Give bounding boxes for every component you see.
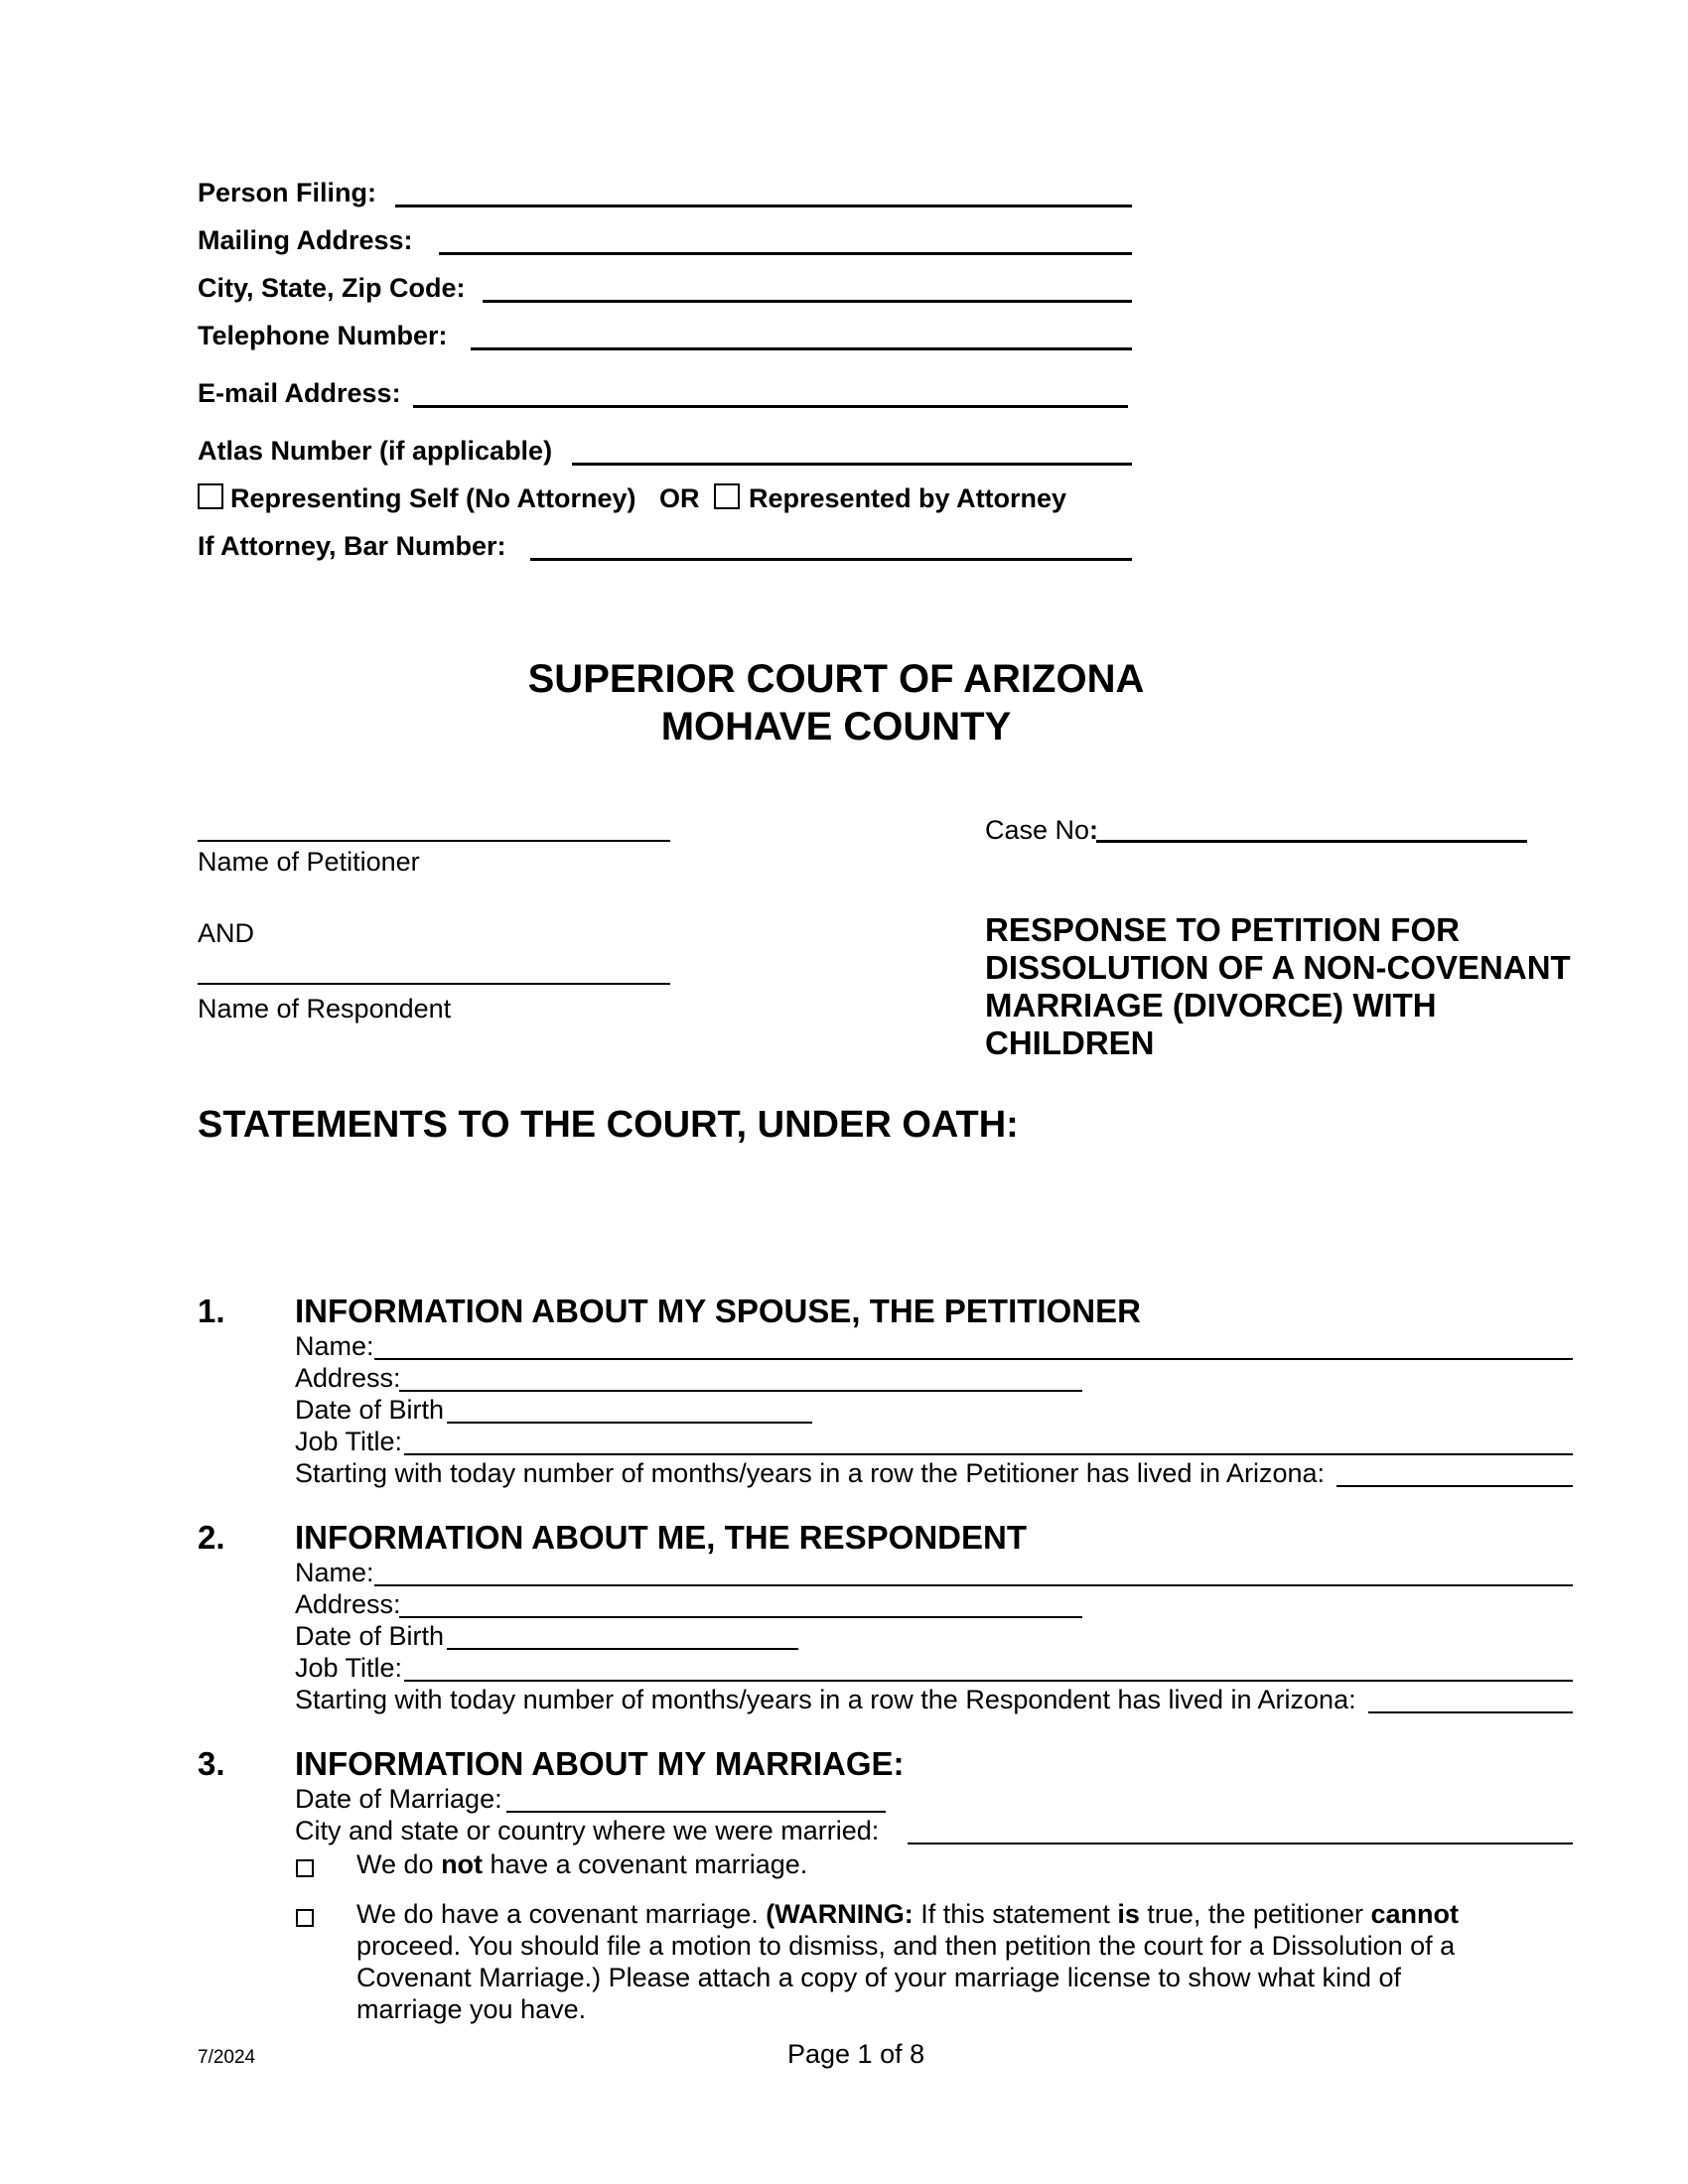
section-2-number: 2. [198,1519,225,1556]
section-1-heading: INFORMATION ABOUT MY SPOUSE, THE PETITIONER [295,1293,1141,1329]
or-label: OR [659,483,700,513]
respondent-name-field[interactable] [198,983,670,985]
response-title-line-1: RESPONSE TO PETITION FOR [985,911,1460,948]
section-3-number: 3. [198,1745,225,1782]
telephone-field[interactable] [471,347,1132,350]
email-label: E-mail Address: [198,378,401,408]
response-title-line-4: CHILDREN [985,1024,1155,1061]
page-number: Page 1 of 8 [787,2039,925,2069]
s2-residency-label: Starting with today number of months/years in a row the Respondent has lived in Arizona: [295,1685,1356,1714]
and-label: AND [198,918,255,948]
covenant-checkbox[interactable] [296,1909,314,1927]
s1-residency-field[interactable] [1336,1485,1573,1487]
statements-heading: STATEMENTS TO THE COURT, UNDER OATH: [198,1104,1019,1146]
telephone-label: Telephone Number: [198,321,448,350]
representing-self-label: Representing Self (No Attorney) [230,483,636,513]
covenant-label-line-1: We do have a covenant marriage. (WARNING: If this statement is true, the petitioner cannot [356,1899,1460,1929]
represented-by-attorney-checkbox[interactable] [714,483,740,509]
represented-by-attorney-label: Represented by Attorney [749,483,1067,513]
s1-name-label: Name: [295,1331,374,1361]
s3-date-label: Date of Marriage: [295,1784,502,1814]
response-title-line-2: DISSOLUTION OF A NON-COVENANT [985,949,1571,986]
respondent-label: Name of Respondent [198,994,452,1024]
county-title: MOHAVE COUNTY [660,705,1012,749]
person-filing-field[interactable] [395,205,1132,207]
s2-dob-label: Date of Birth [295,1621,445,1651]
mailing-address-field[interactable] [439,252,1132,255]
footer-date: 7/2024 [198,2047,256,2068]
case-no-label: Case No: [985,815,1099,845]
covenant-label-line-2: proceed. You should file a motion to dismiss, and then petition the court for a Dissolution of a [356,1931,1456,1961]
s2-dob-field[interactable] [447,1648,798,1650]
email-field[interactable] [413,405,1128,408]
petitioner-label: Name of Petitioner [198,847,420,877]
section-3-heading: INFORMATION ABOUT MY MARRIAGE: [295,1745,905,1782]
s1-name-field[interactable] [374,1358,1573,1360]
person-filing-label: Person Filing: [198,178,377,207]
s1-job-label: Job Title: [295,1427,403,1456]
section-2-heading: INFORMATION ABOUT ME, THE RESPONDENT [295,1519,1027,1556]
bar-number-label: If Attorney, Bar Number: [198,531,506,561]
representing-self-checkbox[interactable] [198,483,223,509]
case-no-field[interactable] [1096,840,1527,843]
s1-dob-label: Date of Birth [295,1395,445,1425]
s2-address-field[interactable] [399,1616,1082,1618]
section-1-number: 1. [198,1293,225,1329]
s2-name-label: Name: [295,1558,374,1587]
s2-address-label: Address: [295,1589,401,1619]
not-covenant-label: We do not have a covenant marriage. [356,1849,808,1879]
s1-dob-field[interactable] [447,1422,812,1424]
mailing-address-label: Mailing Address: [198,225,413,255]
response-title-line-3: MARRIAGE (DIVORCE) WITH [985,987,1437,1024]
petitioner-name-field[interactable] [198,840,670,842]
city-state-zip-label: City, State, Zip Code: [198,273,466,303]
s2-name-field[interactable] [374,1584,1573,1586]
s1-address-label: Address: [295,1363,401,1393]
s2-job-label: Job Title: [295,1653,403,1683]
s2-job-field[interactable] [404,1680,1573,1682]
covenant-label-line-4: marriage you have. [356,1994,587,2024]
s3-place-label: City and state or country where we were married: [295,1816,880,1845]
not-covenant-checkbox[interactable] [296,1859,314,1877]
s3-place-field[interactable] [908,1843,1573,1844]
atlas-field[interactable] [572,463,1132,466]
s1-job-field[interactable] [404,1453,1573,1455]
court-title: SUPERIOR COURT OF ARIZONA [527,657,1145,701]
covenant-label-line-3: Covenant Marriage.) Please attach a copy of your marriage license to show what kind of [356,1963,1402,1992]
s1-residency-label: Starting with today number of months/years in a row the Petitioner has lived in Arizona: [295,1458,1326,1488]
s1-address-field[interactable] [399,1390,1082,1392]
bar-number-field[interactable] [530,558,1132,561]
city-state-zip-field[interactable] [483,300,1132,303]
s3-date-field[interactable] [506,1811,886,1813]
atlas-label: Atlas Number (if applicable) [198,436,553,466]
s2-residency-field[interactable] [1368,1711,1573,1713]
